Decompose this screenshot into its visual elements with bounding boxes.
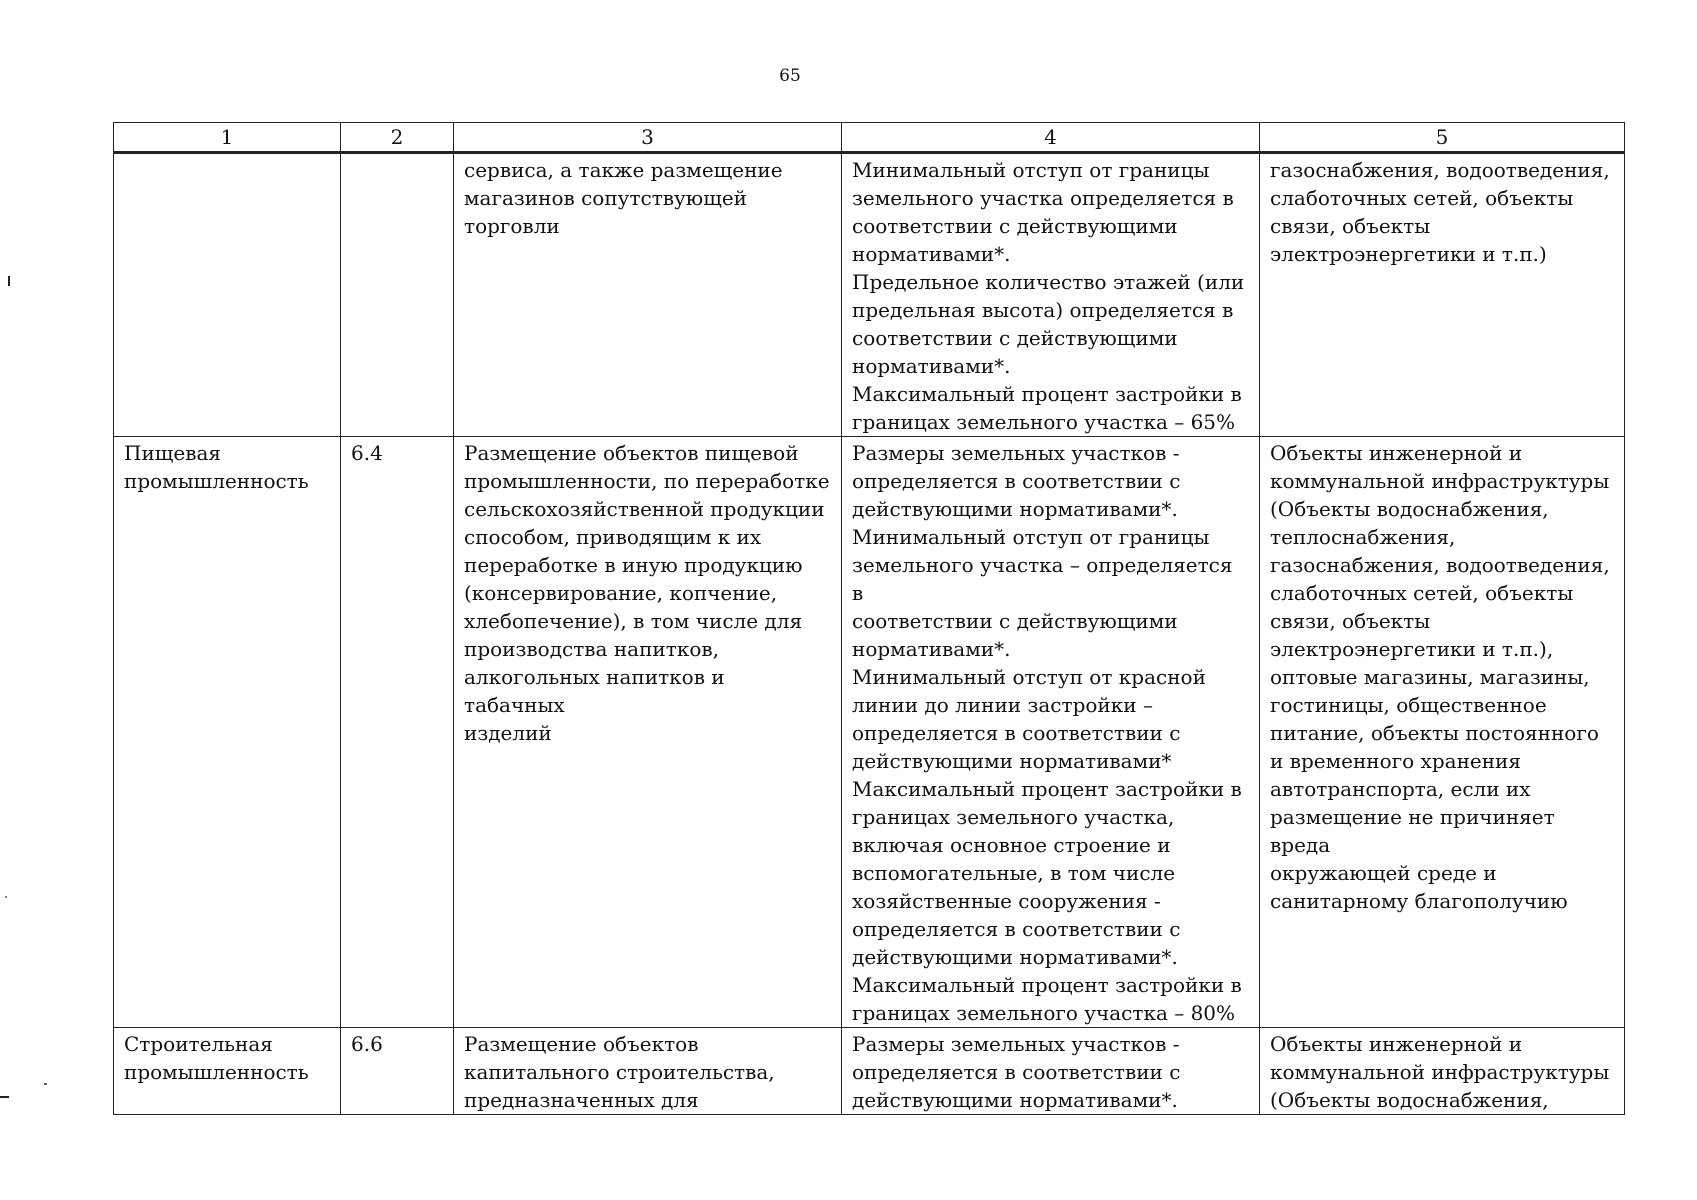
table-row (114, 437, 1625, 1028)
scan-artifact-mark (0, 1096, 9, 1098)
page-number: 65 (779, 66, 801, 86)
use-code-cell: 6.4 (341, 437, 454, 1028)
column-header-1: 1 (114, 123, 341, 153)
parameters-cell: Размеры земельных участков - определяется в соответствии с действующими нормативами*. (842, 1028, 1260, 1115)
column-header-3: 3 (454, 123, 842, 153)
table-row (114, 153, 1625, 437)
use-code-cell (341, 153, 454, 437)
column-header-5: 5 (1260, 123, 1625, 153)
scan-artifact-mark (44, 1083, 47, 1085)
use-description-cell: сервиса, а также размещение магазинов сопутствующей торговли (454, 153, 842, 437)
use-description-cell: Размещение объектов капитального строительства, предназначенных для (454, 1028, 842, 1115)
use-name-cell: Строительная промышленность (114, 1028, 341, 1115)
parameters-cell: Размеры земельных участков - определяется в соответствии с действующими нормативами*. Минимальный отступ от границы земельного участка – определяется в соответствии с действующими нормативами*. Минимальный отступ от красной линии до линии застройки – определяется в соответствии с действующими нормативами* Максимальный процент застройки в границах земельного участка, включая основное строение и вспомогательные, в том числе хозяйственные сооружения - определяется в соответствии с действующими нормативами*. Максимальный процент застройки в границах земельного участка – 80% (842, 437, 1260, 1028)
auxiliary-uses-cell: газоснабжения, водоотведения, слаботочных сетей, объекты связи, объекты электроэнергетики и т.п.) (1260, 153, 1625, 437)
use-description-cell: Размещение объектов пищевой промышленности, по переработке сельскохозяйственной продукции способом, приводящим к их переработке в иную продукцию (консервирование, копчение, хлебопечение), в том числе для производства напитков, алкогольных напитков и табачных изделий (454, 437, 842, 1028)
parameters-cell: Минимальный отступ от границы земельного участка определяется в соответствии с действующими нормативами*. Предельное количество этажей (или предельная высота) определяется в соответствии с действующими нормативами*. Максимальный процент застройки в границах земельного участка – 65% (842, 153, 1260, 437)
table-header-row (114, 123, 1625, 153)
scan-artifact-mark (5, 896, 7, 898)
table-row (114, 1028, 1625, 1115)
column-header-2: 2 (341, 123, 454, 153)
use-name-cell (114, 153, 341, 437)
use-code-cell: 6.6 (341, 1028, 454, 1115)
use-name-cell: Пищевая промышленность (114, 437, 341, 1028)
auxiliary-uses-cell: Объекты инженерной и коммунальной инфраструктуры (Объекты водоснабжения, (1260, 1028, 1625, 1115)
land-use-regulations-table (113, 122, 1625, 1115)
column-header-4: 4 (842, 123, 1260, 153)
scan-artifact-mark (8, 276, 10, 286)
auxiliary-uses-cell: Объекты инженерной и коммунальной инфраструктуры (Объекты водоснабжения, теплоснабжения, газоснабжения, водоотведения, слаботочных сетей, объекты связи, объекты электроэнергетики и т.п.), оптовые магазины, магазины, гостиницы, общественное питание, объекты постоянного и временного хранения автотранспорта, если их размещение не причиняет вреда окружающей среде и санитарному благополучию (1260, 437, 1625, 1028)
